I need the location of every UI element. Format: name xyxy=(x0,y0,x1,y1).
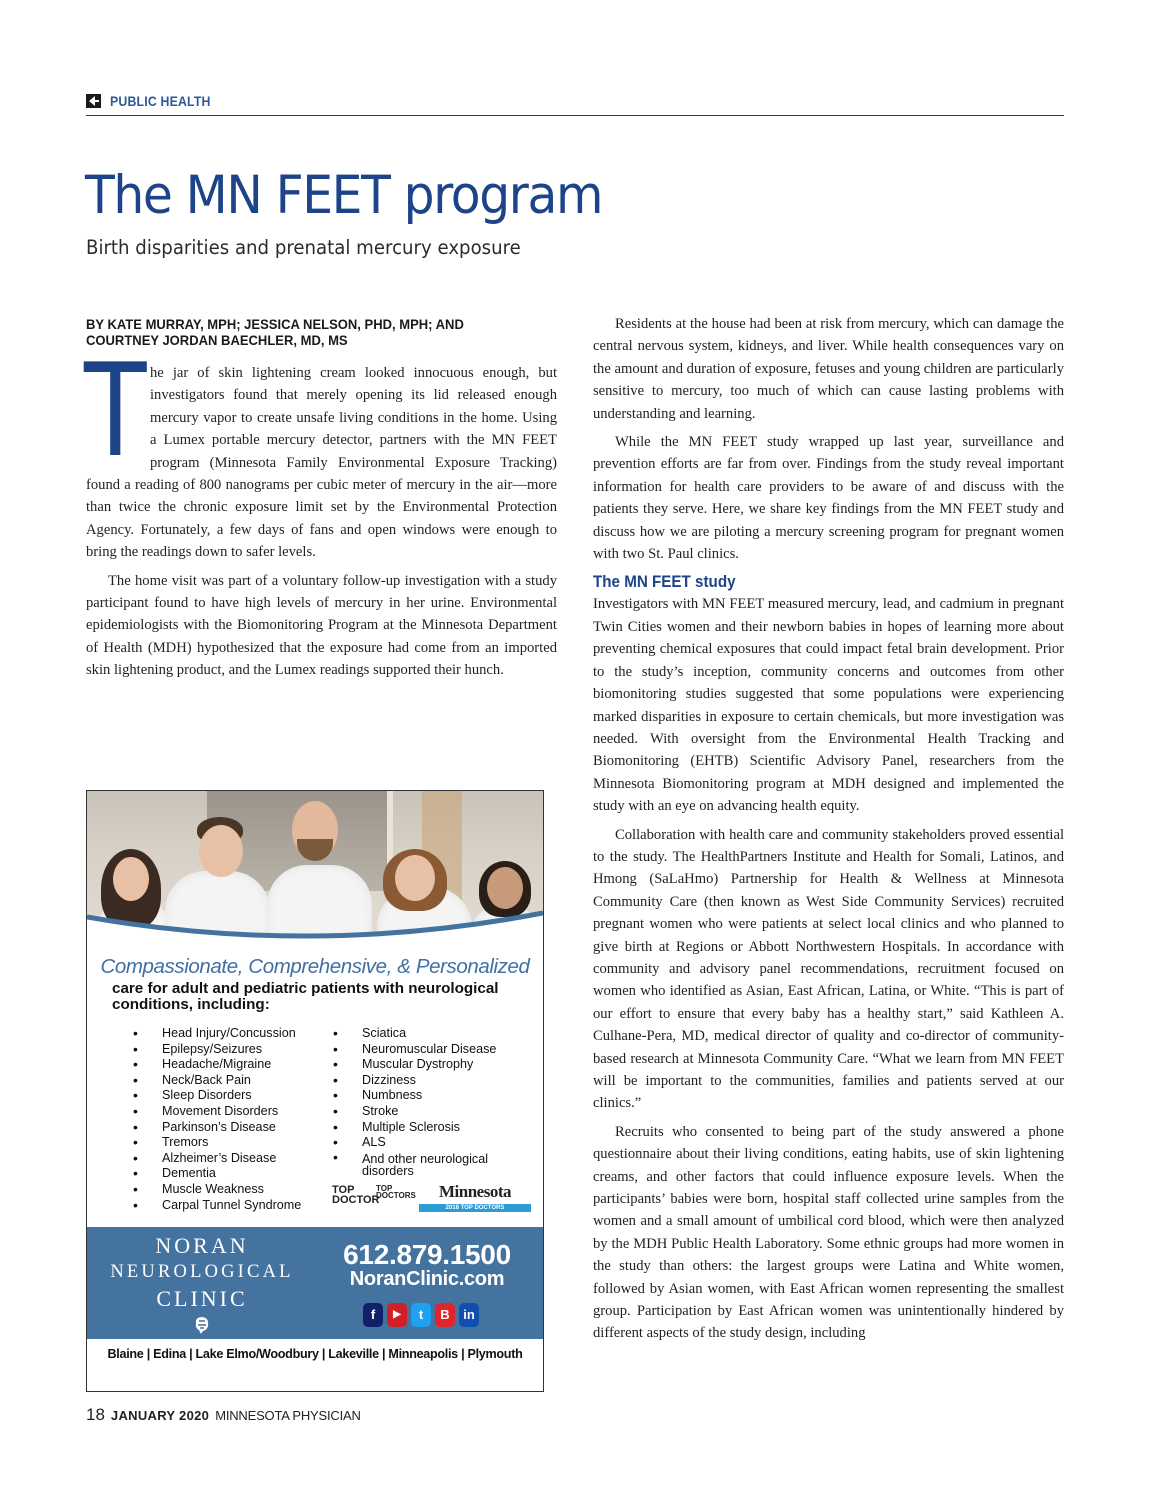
condition-item: • Headache/Migraine xyxy=(133,1057,323,1073)
section-subhead: The MN FEET study xyxy=(593,573,736,592)
website-link[interactable]: NoranClinic.com xyxy=(349,1268,505,1290)
top-doctors-stars-badge: TOP DOCTORS xyxy=(376,1184,416,1200)
facebook-icon[interactable]: f xyxy=(363,1303,383,1327)
condition-item: • Muscular Dystrophy xyxy=(333,1057,533,1073)
contact-band xyxy=(87,1227,543,1339)
page-number: 18 xyxy=(86,1405,105,1424)
condition-item: • Multiple Sclerosis xyxy=(333,1120,533,1136)
article-subtitle: Birth disparities and prenatal mercury exposure xyxy=(86,236,521,259)
paragraph: Recruits who consented to being part of the study answered a phone questionnaire about their living conditions, eating habits, use of skin lightening creams, and other factors that could influence exposure levels. When the participants’ babies were born, hospital staff collected urine samples from the women and a small amount of umbilical cord blood, which were then analyzed by the MDH Public Health Laboratory. Some ethnic groups had more women in the study than others: the largest groups were Latina and White women, followed by Asian women, with East African women representing the smallest group. Participation by East African women was unintentionally hindered by different aspects of the study design, including xyxy=(593,1123,1064,1342)
byline: BY KATE MURRAY, MPH; JESSICA NELSON, PHD, MPH; AND COURTNEY JORDAN BAECHLER, MD, MS xyxy=(86,316,464,348)
condition-item: • Dizziness xyxy=(333,1073,533,1089)
left-column xyxy=(84,337,557,688)
condition-item: • Neck/Back Pain xyxy=(133,1073,323,1089)
condition-item: • Tremors xyxy=(133,1135,323,1151)
section-label: PUBLIC HEALTH xyxy=(110,93,211,109)
right-column xyxy=(593,313,1064,1351)
condition-item: • Epilepsy/Seizures xyxy=(133,1042,323,1058)
paragraph: The jar of skin lightening cream looked innocuous enough, but investigators found that merely opening its lid released enough mercury vapor to create unsafe living conditions in the home. Using a Lumex portable mercury detector, partners with the MN FEET program (Minnesota Family Environmental Exposure Tracking) found a reading of 800 nanograms per cubic meter of mercury in the air—more than twice the chronic exposure limit set by the Environmental Protection Agency. Fortunately, a few days of fans and open windows were enough to bring the readings down to safer levels. xyxy=(84,337,557,561)
clinic-brain-logo-icon xyxy=(193,1315,211,1340)
social-links xyxy=(363,1303,479,1327)
ad-intro: care for adult and pediatric patients with neurological conditions, including: xyxy=(112,980,499,1013)
condition-item: • Head Injury/Concussion xyxy=(133,1026,323,1042)
award-badges xyxy=(332,1183,532,1217)
condition-item: • Movement Disorders xyxy=(133,1104,323,1120)
clinic-advertisement[interactable] xyxy=(86,790,544,1392)
top-doctor-badge: TOP DOCTOR xyxy=(332,1184,380,1206)
clinic-logo: NORAN NEUROLOGICAL CLINIC xyxy=(87,1233,317,1340)
paragraph: Investigators with MN FEET measured mercury, lead, and cadmium in pregnant Twin Cities women and their newborn babies in hopes of learning more about preventing chemical exposures that could impact fetal brain development. Prior to the study’s inception, community concerns and outcomes from other biomonitoring studies suggested that some populations were experiencing marked disparities in exposure to certain chemicals, but more investigation was needed. With oversight from the Environmental Health Tracking and Biomonitoring (EHTB) Scientific Advisory Panel, researchers from the Minnesota Biomonitoring program at MDH designed and implemented the study with an eye on advancing health equity. xyxy=(593,596,1064,815)
condition-item: • Muscle Weakness xyxy=(133,1182,323,1198)
paragraph: Residents at the house had been at risk from mercury, which can damage the central nervous system, kidneys, and liver. While health consequences vary on the amount and duration of exposure, fetuses and young children are particularly sensitive to mercury, too much of which can cause lasting problems with understanding and learning. xyxy=(593,316,1064,422)
condition-item: • Parkinson’s Disease xyxy=(133,1120,323,1136)
conditions-list-left xyxy=(133,1026,323,1213)
blogger-icon[interactable]: B xyxy=(435,1303,455,1327)
condition-item: • And other neurological disorders xyxy=(333,1151,492,1177)
minnesota-monthly-badge: Minnesota 2018 TOP DOCTORS xyxy=(419,1183,531,1212)
paragraph: Collaboration with health care and community stakeholders proved essential to the study. The HealthPartners Institute and Health for Somali, Latinos, and Hmong (SaLaHmo) Partnership for Health & Wellness at Minnesota Community Care (then known as West Side Community Services) recruited pregnant women who were patients at select local clinics and who planned to give birth at Regions or Abbott Northwestern Hospitals. In accordance with community and advisory panel recommendations, recruitment focused on women who identified as Asian, East African, Latina, or White. “This is part of our effort to ensure that every baby has a healthy start,” said Kathleen A. Culhane-Pera, MD, medical director of quality and co-director of community-based research at Minnesota Community Care. “What we learn from MN FEET will be important to the communities, families and patients served at our clinics.” xyxy=(593,826,1064,1112)
condition-item: • Stroke xyxy=(333,1104,533,1120)
section-header xyxy=(86,93,1064,116)
paragraph: The home visit was part of a voluntary follow-up investigation with a study participant found to have high levels of mercury in her urine. Environmental epidemiologists with the Biomonitoring Program at the Minnesota Department of Health (MDH) hypothesized that the exposure had come from an imported skin lightening product, and the Lumex readings supported their hunch. xyxy=(86,572,557,679)
contact-info xyxy=(332,1241,522,1289)
section-arrow-icon xyxy=(86,94,101,108)
issue-date: JANUARY 2020 xyxy=(110,1408,210,1423)
conditions-list-right xyxy=(333,1026,533,1177)
ad-tagline: Compassionate, Comprehensive, & Personalized xyxy=(100,955,530,978)
condition-item: • ALS xyxy=(333,1135,533,1151)
linkedin-icon[interactable]: in xyxy=(459,1303,479,1327)
page-footer xyxy=(86,1405,361,1425)
condition-item: • Sleep Disorders xyxy=(133,1088,323,1104)
clinic-locations: Blaine | Edina | Lake Elmo/Woodbury | Lakeville | Minneapolis | Plymouth xyxy=(107,1347,523,1361)
magazine-name: MINNESOTA PHYSICIAN xyxy=(215,1408,361,1423)
phone-number[interactable]: 612.879.1500 xyxy=(343,1239,511,1270)
condition-item: • Numbness xyxy=(333,1088,533,1104)
twitter-icon[interactable]: t xyxy=(411,1303,431,1327)
condition-item: • Sciatica xyxy=(333,1026,533,1042)
paragraph: While the MN FEET study wrapped up last year, surveillance and prevention efforts are far from over. Findings from the study reveal important information for health care providers to be aware of and discuss with the patients they serve. Here, we share key findings from the MN FEET study and discuss how we are piloting a mercury screening program for pregnant women with two St. Paul clinics. xyxy=(593,434,1064,563)
condition-item: • Dementia xyxy=(133,1166,323,1182)
decorative-swoosh xyxy=(87,909,543,959)
condition-item: • Neuromuscular Disease xyxy=(333,1042,533,1058)
drop-cap: T xyxy=(84,337,147,486)
condition-item: • Carpal Tunnel Syndrome xyxy=(133,1198,323,1214)
article-title: The MN FEET program xyxy=(85,165,603,226)
youtube-icon[interactable]: ▶ xyxy=(387,1303,407,1327)
condition-item: • Alzheimer’s Disease xyxy=(133,1151,323,1167)
